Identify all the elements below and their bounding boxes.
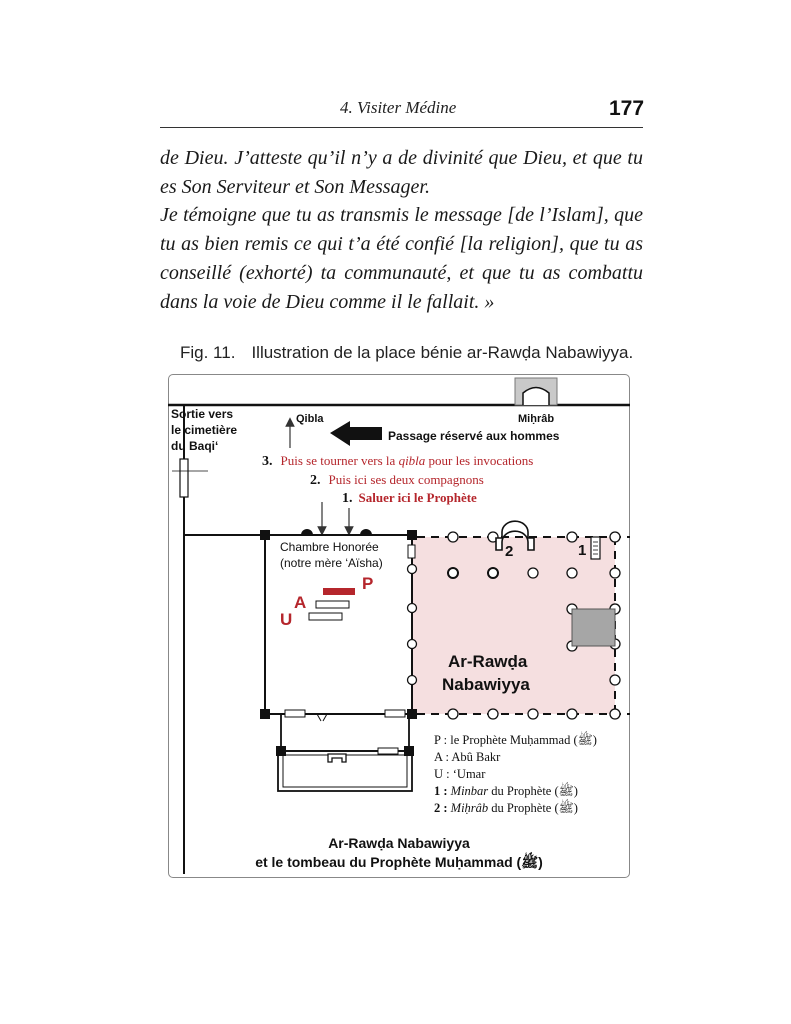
marker-u: U bbox=[280, 610, 293, 629]
qibla-label: Qibla bbox=[296, 413, 324, 425]
grave-prophet bbox=[323, 588, 355, 595]
legend bbox=[434, 730, 597, 815]
figure-title-line-2: et le tombeau du Prophète Muḥammad (ﷺ) bbox=[255, 854, 543, 870]
legend-a-key: A : bbox=[434, 750, 449, 764]
legend-a bbox=[434, 750, 501, 764]
step-2-label bbox=[310, 472, 484, 488]
rawda-label-line-1: Ar-Rawḍa bbox=[448, 652, 528, 671]
grave-umar bbox=[309, 613, 342, 620]
step-1-text: Saluer ici le Prophète bbox=[358, 490, 477, 505]
legend-1-key: 1 : bbox=[434, 784, 448, 798]
passage-arrow-icon bbox=[330, 421, 382, 446]
body-paragraph-2: Je témoigne que tu as transmis le message [de l’Islam], que tu as bien remis ce qui t’a été confié [la religion], que tu as conseillé (exhorté) ta communauté, et que tu as combattu dans la voie de Dieu comme il le fallait. » bbox=[160, 204, 643, 313]
figure-title-line-1: Ar-Rawḍa Nabawiyya bbox=[328, 835, 470, 851]
mihrab-number: 2 bbox=[505, 543, 514, 560]
legend-p bbox=[434, 730, 597, 747]
rawda-diagram bbox=[168, 374, 630, 878]
legend-u bbox=[434, 767, 486, 781]
rawda-label-line-2: Nabawiyya bbox=[442, 675, 530, 694]
header-rule bbox=[160, 127, 643, 128]
passage-label: Passage réservé aux hommes bbox=[388, 429, 560, 443]
mihrab-label: Miḥrâb bbox=[518, 413, 555, 425]
step-1-number: 1. bbox=[342, 491, 353, 506]
page-number: 177 bbox=[609, 97, 645, 120]
step-2-number: 2. bbox=[310, 473, 321, 488]
running-title: 4. Visiter Médine bbox=[340, 98, 457, 117]
marker-a: A bbox=[294, 593, 307, 612]
legend-u-key: U : bbox=[434, 767, 450, 781]
grave-abu-bakr bbox=[316, 601, 349, 608]
legend-2-term: Miḥrâb bbox=[450, 801, 489, 815]
legend-2-text: du Prophète (ﷺ) bbox=[488, 801, 578, 815]
body-paragraph-1: de Dieu. J’atteste qu’il n’y a de divinité que Dieu, et que tu es Son Serviteur et Son Messager. bbox=[160, 147, 643, 198]
minbar-icon bbox=[591, 537, 600, 559]
step-3-qibla: qibla bbox=[398, 453, 426, 468]
figure-caption-text: Illustration de la place bénie ar-Rawḍa Nabawiyya. bbox=[251, 343, 634, 362]
chamber-label-line-1: Chambre Honorée bbox=[280, 540, 379, 554]
legend-1-text: du Prophète (ﷺ) bbox=[488, 784, 578, 798]
step-2-text: Puis ici ses deux compagnons bbox=[328, 472, 484, 487]
legend-u-text: ‘Umar bbox=[449, 767, 486, 781]
minbar-number: 1 bbox=[578, 542, 587, 559]
legend-2 bbox=[434, 798, 578, 815]
exit-door-icon bbox=[180, 459, 188, 497]
exit-label-line-2: le cimetière bbox=[171, 423, 238, 437]
legend-1 bbox=[434, 781, 578, 798]
step-1-label bbox=[342, 490, 477, 506]
step-3-label bbox=[262, 453, 533, 469]
figure-caption bbox=[180, 343, 633, 363]
figure-number: Fig. 11. bbox=[180, 343, 236, 362]
legend-1-term: Minbar bbox=[450, 784, 489, 798]
marker-p: P bbox=[362, 574, 374, 593]
legend-2-key: 2 : bbox=[434, 801, 448, 815]
step-3-number: 3. bbox=[262, 454, 273, 469]
chamber-label-line-2: (notre mère ‘Aïsha) bbox=[280, 556, 383, 570]
legend-a-text: Abû Bakr bbox=[448, 750, 501, 764]
exit-label-line-3: du Baqi‘ bbox=[171, 439, 219, 453]
exit-label-line-1: Sortie vers bbox=[171, 407, 234, 421]
step-3-text-b: pour les invocations bbox=[425, 453, 534, 468]
step-3-text-a: Puis se tourner vers la bbox=[280, 453, 399, 468]
legend-p-text: le Prophète Muḥammad (ﷺ) bbox=[447, 733, 597, 747]
legend-p-key: P : bbox=[434, 733, 448, 747]
main-mihrab-icon bbox=[515, 378, 557, 405]
platform-square bbox=[572, 609, 615, 646]
